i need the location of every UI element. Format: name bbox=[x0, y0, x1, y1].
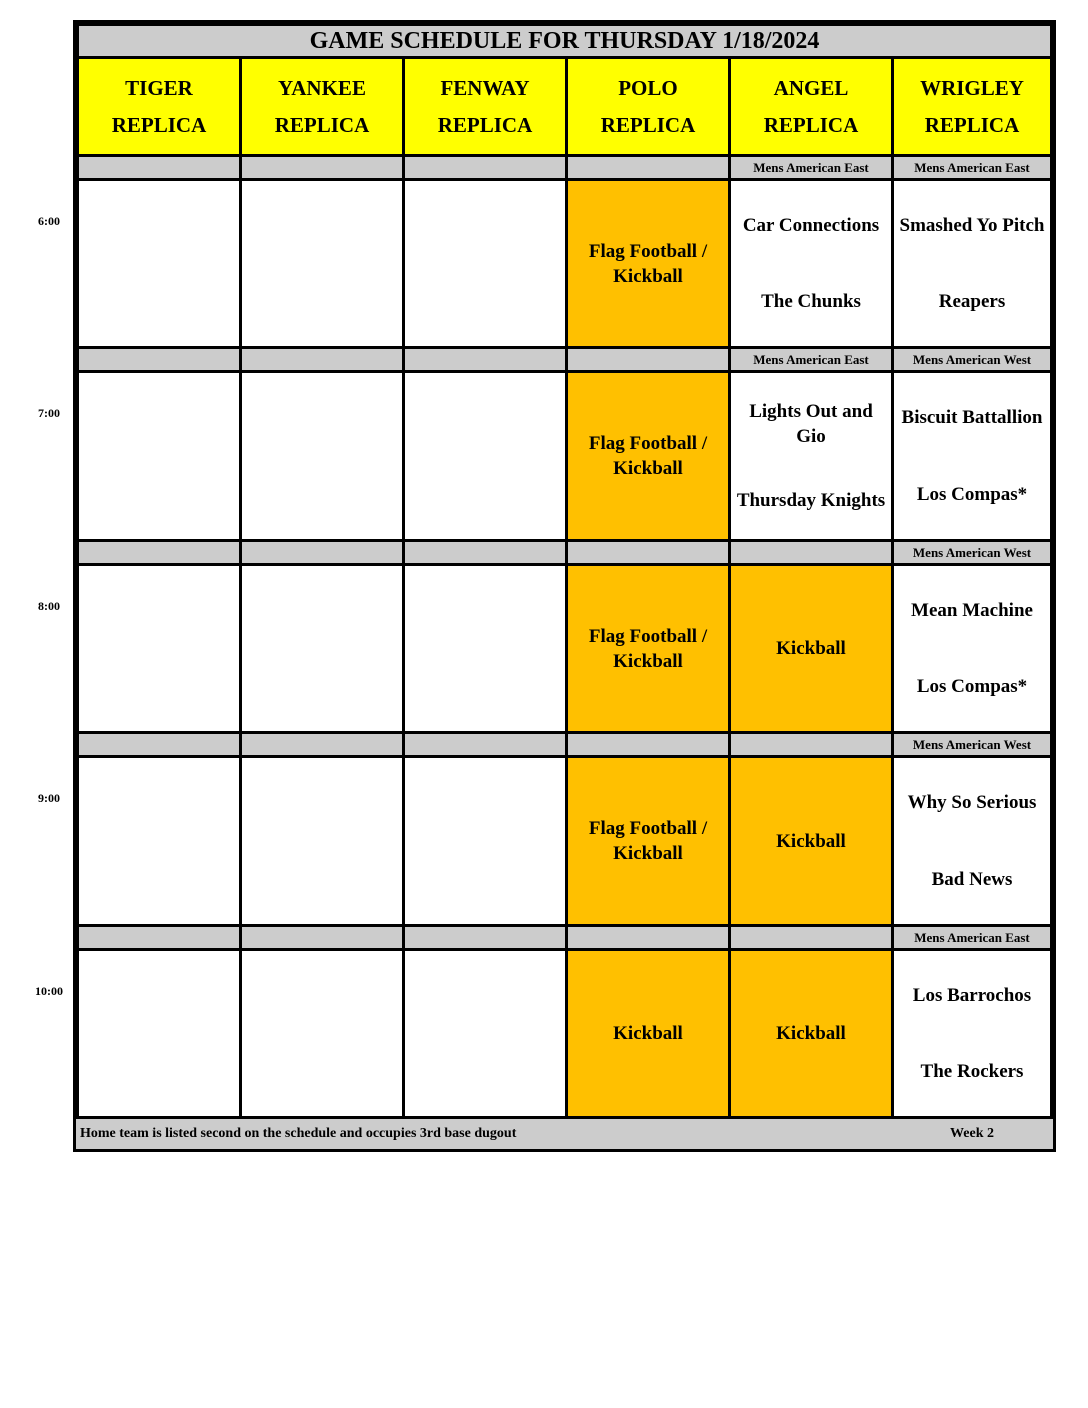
division-row-cell bbox=[239, 731, 405, 758]
venue-name: POLO bbox=[618, 75, 678, 100]
schedule-footer bbox=[76, 1116, 1053, 1149]
venue-type: REPLICA bbox=[924, 112, 1020, 137]
time-label-9: 9:00 bbox=[38, 791, 60, 805]
game-slot bbox=[728, 370, 894, 542]
home-team: Los Compas* bbox=[916, 484, 1028, 505]
division-label: Mens American East bbox=[728, 346, 894, 373]
empty-slot bbox=[402, 370, 568, 542]
venue-polo bbox=[565, 56, 731, 157]
venue-type: REPLICA bbox=[274, 112, 370, 137]
venue-type: REPLICA bbox=[437, 112, 533, 137]
division-row-cell bbox=[76, 154, 242, 181]
venue-tiger bbox=[76, 56, 242, 157]
division-label: Mens American West bbox=[891, 731, 1053, 758]
venue-type: REPLICA bbox=[111, 112, 207, 137]
venue-name: ANGEL bbox=[773, 75, 849, 100]
away-team: Los Barrochos bbox=[912, 984, 1032, 1006]
division-row-cell bbox=[402, 154, 568, 181]
schedule-table bbox=[73, 20, 1056, 1152]
game-slot bbox=[891, 178, 1053, 349]
division-row-cell bbox=[76, 731, 242, 758]
division-row-cell bbox=[565, 539, 731, 566]
division-row-cell bbox=[565, 731, 731, 758]
division-row-cell bbox=[76, 924, 242, 951]
division-row-cell bbox=[402, 731, 568, 758]
game-slot bbox=[891, 563, 1053, 734]
schedule-title: GAME SCHEDULE FOR THURSDAY 1/18/2024 bbox=[76, 23, 1053, 59]
empty-slot bbox=[76, 755, 242, 927]
division-row-cell bbox=[565, 924, 731, 951]
division-label: Mens American East bbox=[891, 154, 1053, 181]
game-slot bbox=[891, 370, 1053, 542]
empty-slot bbox=[76, 178, 242, 349]
time-label-6: 6:00 bbox=[38, 214, 60, 228]
game-slot bbox=[891, 755, 1053, 927]
reserved-slot: Kickball bbox=[728, 563, 894, 734]
venue-fenway bbox=[402, 56, 568, 157]
division-row-cell bbox=[76, 346, 242, 373]
venue-name: WRIGLEY bbox=[920, 75, 1024, 100]
away-team: Biscuit Battallion bbox=[901, 407, 1043, 428]
reserved-slot: Flag Football / Kickball bbox=[565, 178, 731, 349]
division-row-cell bbox=[239, 154, 405, 181]
empty-slot bbox=[402, 563, 568, 734]
reserved-slot: Flag Football / Kickball bbox=[565, 755, 731, 927]
home-team: Bad News bbox=[931, 869, 1013, 890]
empty-slot bbox=[76, 948, 242, 1119]
empty-slot bbox=[76, 563, 242, 734]
venue-name: YANKEE bbox=[278, 75, 366, 100]
division-row-cell bbox=[728, 539, 894, 566]
empty-slot bbox=[239, 948, 405, 1119]
away-team: Smashed Yo Pitch bbox=[899, 214, 1045, 236]
time-label-8: 8:00 bbox=[38, 599, 60, 613]
empty-slot bbox=[239, 755, 405, 927]
division-row-cell bbox=[728, 731, 894, 758]
division-row-cell bbox=[565, 346, 731, 373]
empty-slot bbox=[402, 948, 568, 1119]
footer-note: Home team is listed second on the schedule and occupies 3rd base dugout bbox=[80, 1126, 517, 1141]
division-row-cell bbox=[76, 539, 242, 566]
reserved-slot: Kickball bbox=[728, 948, 894, 1119]
venue-type: REPLICA bbox=[763, 112, 859, 137]
time-label-10: 10:00 bbox=[35, 984, 63, 998]
empty-slot bbox=[76, 370, 242, 542]
home-team: Reapers bbox=[938, 291, 1006, 313]
division-row-cell bbox=[239, 924, 405, 951]
reserved-slot: Flag Football / Kickball bbox=[565, 563, 731, 734]
venue-name: FENWAY bbox=[440, 75, 530, 100]
time-label-7: 7:00 bbox=[38, 406, 60, 420]
division-row-cell bbox=[565, 154, 731, 181]
empty-slot bbox=[239, 563, 405, 734]
reserved-slot: Kickball bbox=[565, 948, 731, 1119]
empty-slot bbox=[239, 178, 405, 349]
empty-slot bbox=[402, 178, 568, 349]
empty-slot bbox=[239, 370, 405, 542]
away-team: Lights Out and Gio bbox=[749, 400, 873, 447]
division-label: Mens American East bbox=[891, 924, 1053, 951]
home-team: The Chunks bbox=[761, 291, 861, 313]
game-slot bbox=[891, 948, 1053, 1119]
division-row-cell bbox=[402, 924, 568, 951]
venue-angel bbox=[728, 56, 894, 157]
away-team: Mean Machine bbox=[911, 599, 1033, 621]
empty-slot bbox=[402, 755, 568, 927]
venue-yankee bbox=[239, 56, 405, 157]
division-row-cell bbox=[402, 539, 568, 566]
venue-type: REPLICA bbox=[600, 112, 696, 137]
away-team: Car Connections bbox=[742, 214, 880, 236]
reserved-slot: Kickball bbox=[728, 755, 894, 927]
venue-name: TIGER bbox=[125, 75, 193, 100]
week-label: Week 2 bbox=[950, 1126, 994, 1141]
game-slot bbox=[728, 178, 894, 349]
away-team: Why So Serious bbox=[907, 792, 1037, 813]
home-team: Los Compas* bbox=[916, 676, 1028, 698]
division-label: Mens American East bbox=[728, 154, 894, 181]
division-label: Mens American West bbox=[891, 539, 1053, 566]
division-row-cell bbox=[239, 539, 405, 566]
home-team: Thursday Knights bbox=[736, 490, 886, 512]
venue-wrigley bbox=[891, 56, 1053, 157]
division-row-cell bbox=[239, 346, 405, 373]
division-label: Mens American West bbox=[891, 346, 1053, 373]
division-row-cell bbox=[728, 924, 894, 951]
reserved-slot: Flag Football / Kickball bbox=[565, 370, 731, 542]
division-row-cell bbox=[402, 346, 568, 373]
home-team: The Rockers bbox=[920, 1061, 1024, 1083]
